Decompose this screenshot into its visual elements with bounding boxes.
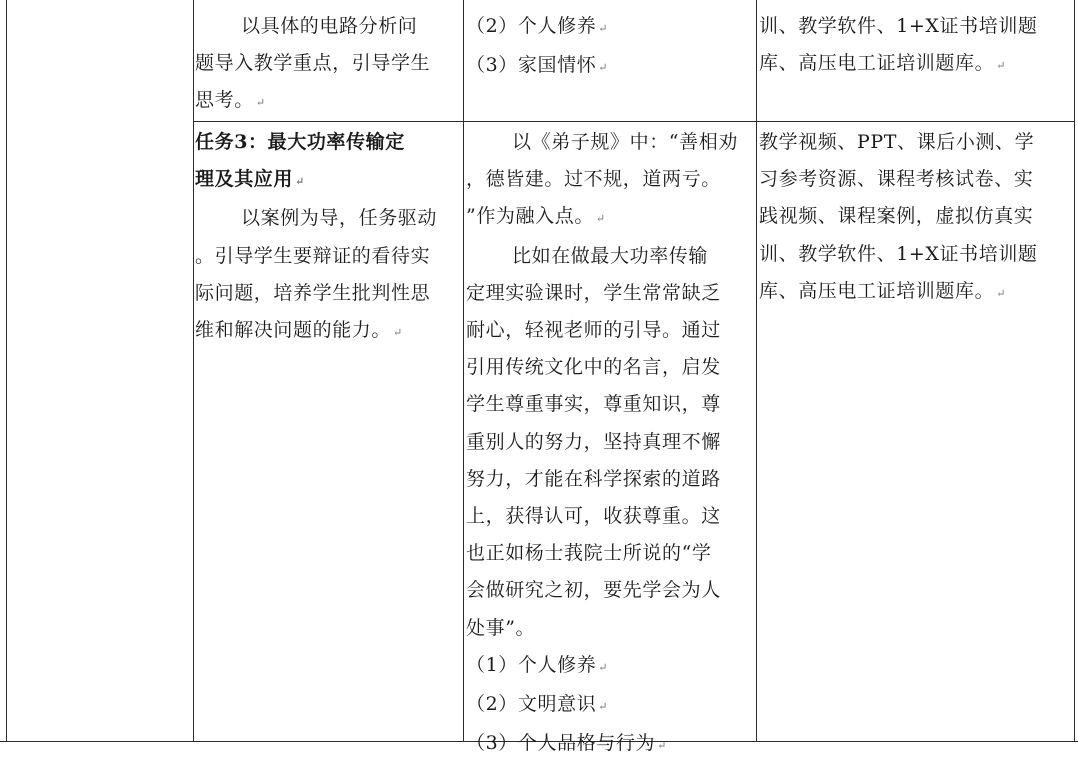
task-title-line1: 任务3：最大功率传输定 (195, 131, 405, 153)
row2-col3-line3: ”作为融入点。 ↵ (466, 205, 606, 228)
row2-col3-list1: （1）个人修养 ↵ (466, 653, 609, 676)
table-border-right (1074, 0, 1075, 742)
row2-col3-line14: 处事”。 (466, 616, 536, 639)
row2-col4-line4: 训、教学软件、1+X证书培训题 (759, 242, 1038, 265)
row1-col3-line2: （3）家国情怀 ↵ (466, 54, 609, 77)
row2-col3-line8: 学生尊重事实，尊重知识，尊 (466, 393, 721, 416)
row2-col4-line3: 践视频、课程案例，虚拟仿真实 (759, 205, 1034, 228)
row2-col3-line13: 会做研究之初，要先学会为人 (466, 579, 721, 602)
row2-col3-list2: （2）文明意识 ↵ (466, 693, 609, 716)
row2-col2-line4: 维和解决问题的能力。 ↵ (195, 319, 403, 342)
table-border-left (6, 0, 7, 742)
row2-col2-line1: 以案例为导，任务驱动 (241, 207, 438, 230)
row1-teaching-method-cell (195, 8, 461, 122)
row2-col2-line3: 际问题，培养学生批判性思 (195, 281, 431, 304)
row1-col4-line1: 训、教学软件、1+X证书培训题 (759, 15, 1038, 37)
row2-task-cell (195, 124, 461, 351)
row2-col2-line2: 。引导学生要辩证的看待实 (195, 244, 431, 267)
row2-col3-line5: 定理实验课时，学生常常缺乏 (466, 281, 721, 304)
row1-col3-line1: （2）个人修养 ↵ (466, 15, 609, 37)
row2-col4-line5: 库、高压电工证培训题库。 ↵ (759, 279, 1007, 302)
task-title-line2: 理及其应用 ↵ (195, 168, 305, 191)
row1-col2-line2: 题导入教学重点，引导学生 (195, 52, 431, 75)
row1-col2-line3: 思考。 ↵ (195, 89, 266, 112)
row2-resources-cell (759, 124, 1073, 312)
row2-col3-line4: 比如在做最大功率传输 (512, 244, 709, 267)
row2-ideology-cell (466, 124, 754, 764)
row2-col3-list3: （3）个人品格与行为 ↵ (466, 732, 667, 755)
table-border-col3 (756, 0, 757, 742)
row2-col3-line10: 努力，才能在科学探索的道路 (466, 467, 721, 490)
row1-resources-cell (759, 8, 1073, 84)
row2-col3-line9: 重别人的努力，坚持真理不懈 (466, 430, 721, 453)
row2-col4-line2: 习参考资源、课程考核试卷、实 (759, 168, 1034, 191)
row2-col3-line2: ，德皆建。过不规，道两亏。 (466, 168, 721, 191)
row1-col2-line1: 以具体的电路分析问 (241, 15, 418, 37)
table-border-col1 (193, 0, 194, 742)
row1-col4-line2: 库、高压电工证培训题库。 ↵ (759, 52, 1007, 75)
row2-col3-line11: 上，获得认可，收获尊重。这 (466, 505, 721, 528)
row1-ideology-cell (466, 8, 754, 86)
table-border-col2 (463, 0, 464, 742)
row2-col3-line6: 耐心，轻视老师的引导。通过 (466, 319, 721, 342)
row2-col3-line7: 引用传统文化中的名言，启发 (466, 356, 721, 379)
row2-col4-line1: 教学视频、PPT、课后小测、学 (759, 131, 1035, 153)
row2-col3-line12: 也正如杨士莪院士所说的“学 (466, 542, 712, 565)
row2-col3-line1: 以《弟子规》中：“善相劝 (512, 131, 738, 153)
